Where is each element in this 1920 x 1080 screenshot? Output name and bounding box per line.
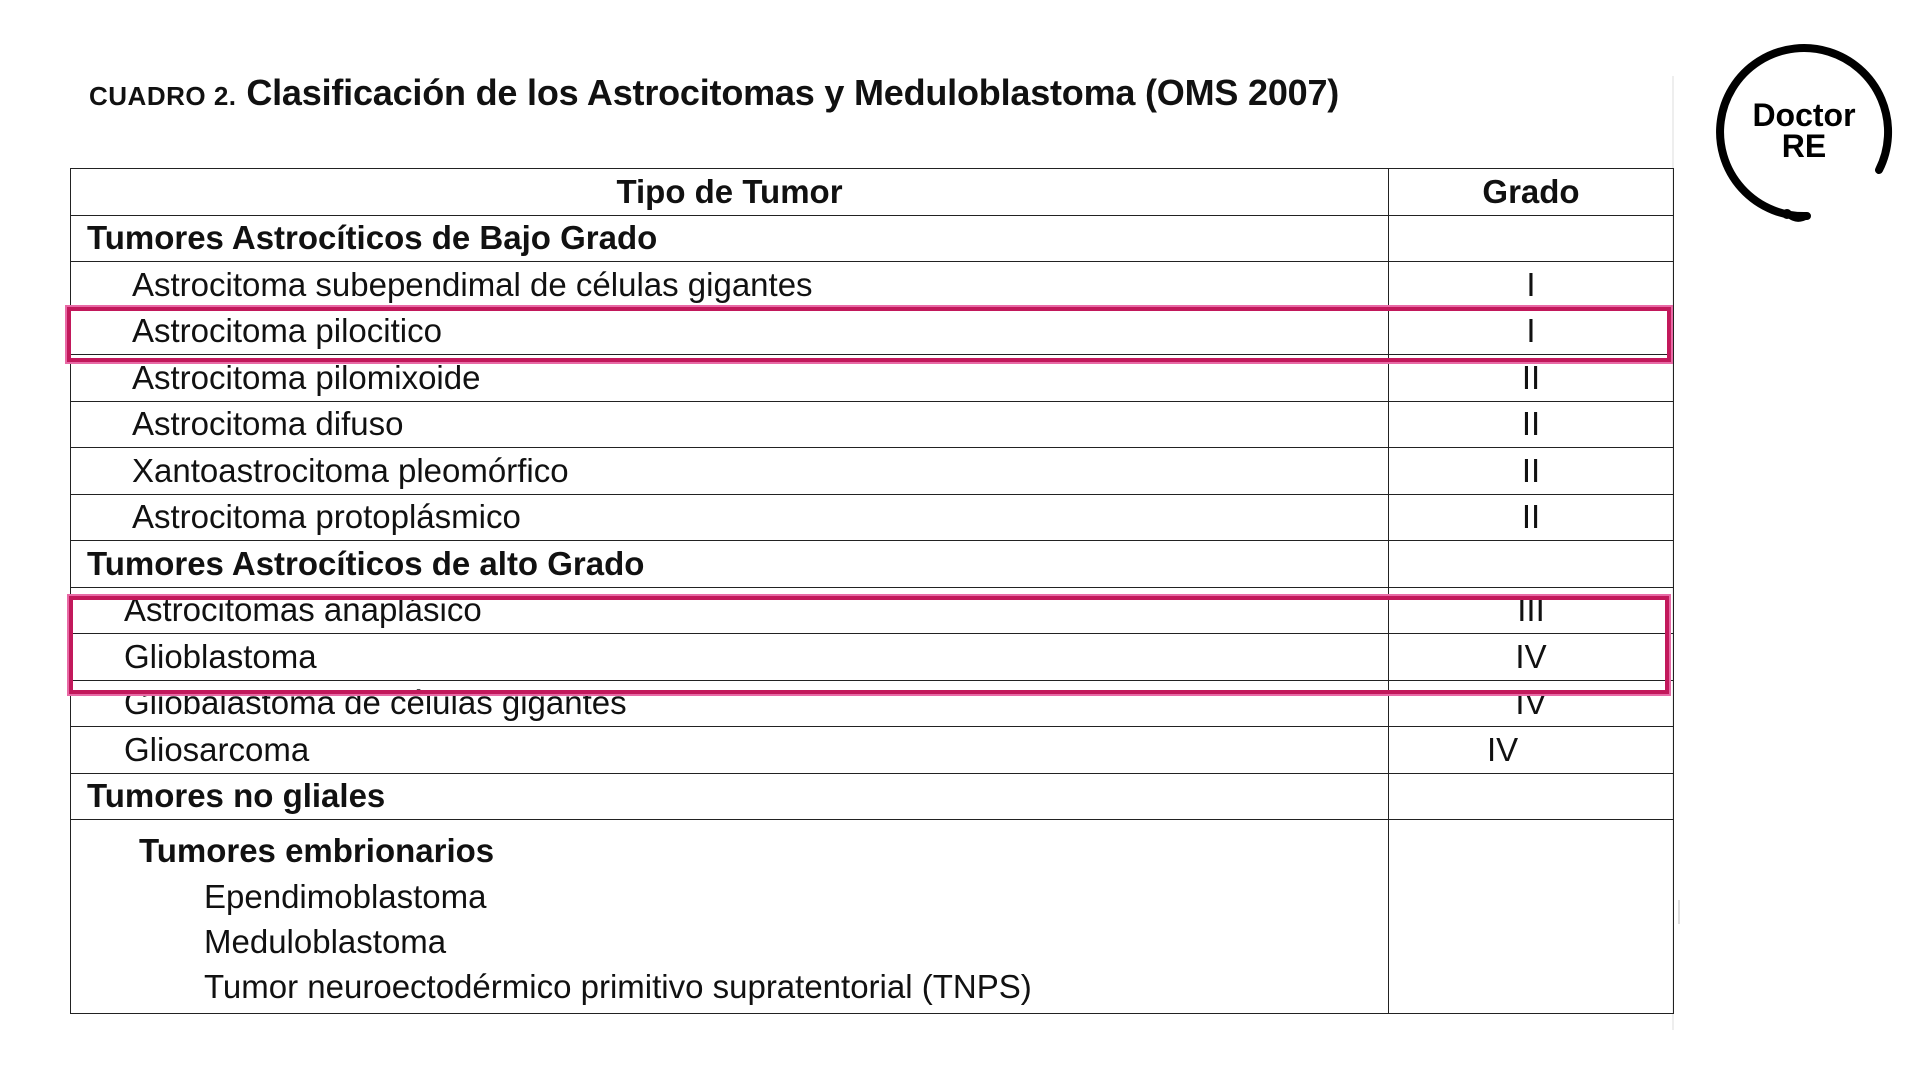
tumor-grade: III <box>1389 587 1674 634</box>
tumor-grade: IV <box>1389 634 1674 681</box>
tumor-name: Gliobalastoma de células gigantes <box>71 680 1389 727</box>
title-text: Clasificación de los Astrocitomas y Meduloblastoma (OMS 2007) <box>246 72 1340 113</box>
table-row <box>71 494 1674 541</box>
tumor-name: Astrocitoma difuso <box>71 401 1389 448</box>
section-low-grade: Tumores Astrocíticos de Bajo Grado <box>71 215 1389 262</box>
empty-grade-cell <box>1389 773 1674 820</box>
tumor-grade: II <box>1389 494 1674 541</box>
section-row <box>71 541 1674 588</box>
tumor-name: Astrocitoma pilomixoide <box>71 355 1389 402</box>
tumor-grade: IV <box>1389 680 1674 727</box>
logo-line-1: Doctor <box>1752 97 1856 133</box>
logo-text <box>1711 97 1897 164</box>
table-row <box>71 680 1674 727</box>
tumor-grade: I <box>1389 308 1674 355</box>
tumor-name: Astrocitoma protoplásmico <box>71 494 1389 541</box>
empty-grade-cell <box>1389 820 1674 1014</box>
table-row <box>71 262 1674 309</box>
page-title <box>89 72 1339 114</box>
empty-grade-cell <box>1389 215 1674 262</box>
empty-grade-cell <box>1389 541 1674 588</box>
tumor-name: Astrocitoma pilocitico <box>71 308 1389 355</box>
table-row <box>71 634 1674 681</box>
table-row <box>71 587 1674 634</box>
stray-mark <box>1678 900 1680 924</box>
logo-dot <box>1782 209 1792 219</box>
logo-line-2: RE <box>1781 128 1827 164</box>
embryonal-item: Ependimoblastoma <box>204 878 487 915</box>
tumor-name: Gliosarcoma <box>71 727 1389 774</box>
embryonal-item: Meduloblastoma <box>204 923 447 960</box>
tumor-name: Astrocitomas anaplásico <box>71 587 1389 634</box>
tumor-grade: I <box>1389 262 1674 309</box>
section-non-glial: Tumores no gliales <box>71 773 1389 820</box>
embryonal-item: Tumor neuroectodérmico primitivo supratentorial (TNPS) <box>204 968 1032 1005</box>
tumor-grade: II <box>1389 401 1674 448</box>
header-grade: Grado <box>1389 169 1674 216</box>
table-header-row <box>71 169 1674 216</box>
tumor-name: Xantoastrocitoma pleomórfico <box>71 448 1389 495</box>
tumor-grade: IV <box>1389 727 1674 774</box>
section-row <box>71 773 1674 820</box>
embryonal-block <box>71 820 1389 1014</box>
tumor-name: Glioblastoma <box>71 634 1389 681</box>
table-row <box>71 355 1674 402</box>
tumor-name: Astrocitoma subependimal de células gigantes <box>71 262 1389 309</box>
tumor-grade: II <box>1389 355 1674 402</box>
table-row <box>71 727 1674 774</box>
section-high-grade: Tumores Astrocíticos de alto Grado <box>71 541 1389 588</box>
classification-table <box>70 168 1674 1014</box>
embryonal-heading: Tumores embrionarios <box>139 832 495 869</box>
header-tumor-type: Tipo de Tumor <box>71 169 1389 216</box>
embryonal-block-row <box>71 820 1674 1014</box>
table-row <box>71 448 1674 495</box>
table-row <box>71 308 1674 355</box>
table-row <box>71 401 1674 448</box>
section-row <box>71 215 1674 262</box>
tumor-grade: II <box>1389 448 1674 495</box>
title-prefix: CUADRO 2. <box>89 81 237 111</box>
